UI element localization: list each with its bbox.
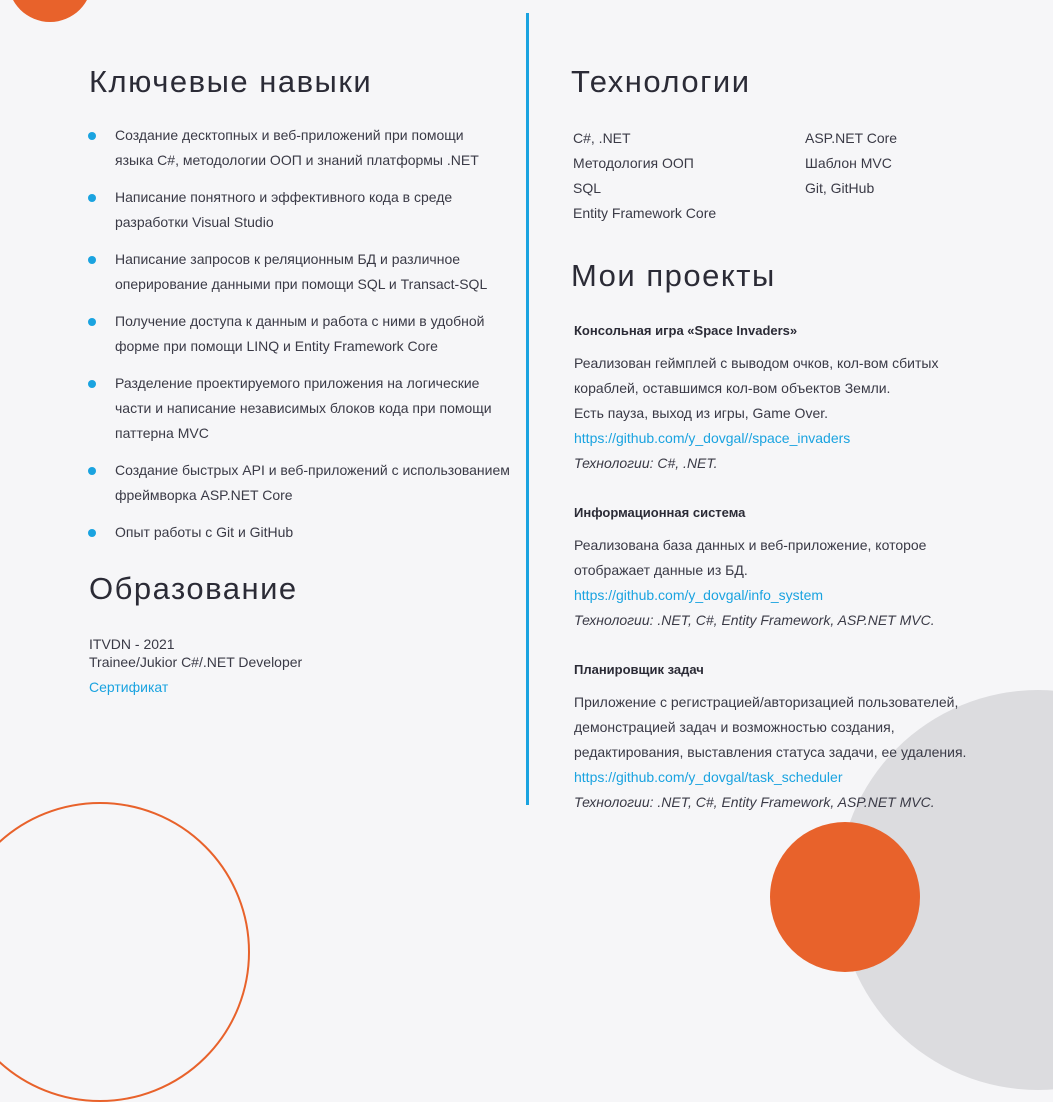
- skills-list: [88, 123, 528, 557]
- skill-line: фреймворка ASP.NET Core: [115, 487, 293, 503]
- skill-item: [88, 371, 528, 446]
- project-title: Планировщик задач: [574, 662, 704, 677]
- certificate-link[interactable]: Сертификат: [89, 679, 169, 695]
- project-card: [574, 657, 994, 815]
- projects-heading: Мои проекты: [571, 258, 776, 293]
- project-title: Консольная игра «Space Invaders»: [574, 323, 798, 338]
- skill-line: разработки Visual Studio: [115, 214, 274, 230]
- skill-item: [88, 309, 528, 359]
- bullet-dot-icon: [88, 132, 96, 140]
- education-course: Trainee/Jukior C#/.NET Developer: [89, 654, 303, 670]
- technologies-heading: Технологии: [571, 64, 751, 99]
- skill-line: Получение доступа к данным и работа с ними в удобной: [115, 313, 485, 329]
- skill-line: Опыт работы с Git и GitHub: [115, 524, 294, 540]
- tech-list-column-1: [573, 126, 716, 226]
- project-title: Информационная система: [574, 505, 746, 520]
- project-description-line: редактирования, выставления статуса задачи, ее удаления.: [574, 744, 967, 760]
- skill-line: Создание быстрых API и веб-приложений с использованием: [115, 462, 510, 478]
- skill-line: форме при помощи LINQ и Entity Framework Core: [115, 338, 438, 354]
- bullet-dot-icon: [88, 380, 96, 388]
- tech-item: Методология ООП: [573, 155, 694, 171]
- skill-line: Создание десктопных и веб-приложений при помощи: [115, 127, 464, 143]
- project-description-line: Реализована база данных и веб-приложение, которое: [574, 537, 927, 553]
- education-entry: [89, 635, 302, 696]
- bullet-dot-icon: [88, 318, 96, 326]
- project-github-link[interactable]: https://github.com/y_dovgal/task_scheduler: [574, 769, 843, 785]
- decorative-orange-ring-bottom: [0, 802, 250, 1102]
- skill-line: части и написание независимых блоков кода при помощи: [115, 400, 492, 416]
- project-description-line: демонстрацией задач и возможностью создания,: [574, 719, 895, 735]
- skills-heading: Ключевые навыки: [89, 64, 373, 99]
- skill-item: [88, 123, 528, 173]
- education-school: ITVDN - 2021: [89, 636, 175, 652]
- decorative-orange-circle-top: [8, 0, 92, 22]
- project-github-link[interactable]: https://github.com/y_dovgal/info_system: [574, 587, 824, 603]
- project-github-link[interactable]: https://github.com/y_dovgal//space_invaders: [574, 430, 851, 446]
- project-description-line: Реализован геймплей с выводом очков, кол-вом сбитых: [574, 355, 939, 371]
- tech-item: Entity Framework Core: [573, 205, 717, 221]
- bullet-dot-icon: [88, 194, 96, 202]
- bullet-dot-icon: [88, 467, 96, 475]
- skill-line: Разделение проектируемого приложения на логические: [115, 375, 480, 391]
- skill-line: оперирование данными при помощи SQL и Transact-SQL: [115, 276, 488, 292]
- project-description-line: Есть пауза, выход из игры, Game Over.: [574, 405, 829, 421]
- project-description-line: Приложение с регистрацией/авторизацией пользователей,: [574, 694, 959, 710]
- project-technologies: Технологии: C#, .NET.: [574, 455, 718, 471]
- skill-line: языка C#, методологии ООП и знаний платформы .NET: [115, 152, 479, 168]
- tech-item: Git, GitHub: [805, 180, 875, 196]
- skill-item: [88, 185, 528, 235]
- skill-item: [88, 520, 528, 545]
- tech-list-column-2: [805, 126, 897, 201]
- bullet-dot-icon: [88, 256, 96, 264]
- project-technologies: Технологии: .NET, C#, Entity Framework, ASP.NET MVC.: [574, 794, 935, 810]
- project-description-line: кораблей, оставшимся кол-вом объектов Земли.: [574, 380, 891, 396]
- tech-item: C#, .NET: [573, 130, 631, 146]
- education-heading: Образование: [89, 571, 298, 606]
- bullet-dot-icon: [88, 529, 96, 537]
- decorative-orange-circle-bottom: [770, 822, 920, 972]
- tech-item: SQL: [573, 180, 602, 196]
- project-card: [574, 500, 994, 633]
- project-description-line: отображает данные из БД.: [574, 562, 748, 578]
- project-card: [574, 318, 994, 476]
- tech-item: Шаблон MVC: [805, 155, 892, 171]
- skill-line: паттерна MVC: [115, 425, 209, 441]
- tech-item: ASP.NET Core: [805, 130, 898, 146]
- skill-item: [88, 458, 528, 508]
- skill-item: [88, 247, 528, 297]
- skill-line: Написание понятного и эффективного кода в среде: [115, 189, 453, 205]
- project-technologies: Технологии: .NET, C#, Entity Framework, ASP.NET MVC.: [574, 612, 935, 628]
- skill-line: Написание запросов к реляционным БД и различное: [115, 251, 461, 267]
